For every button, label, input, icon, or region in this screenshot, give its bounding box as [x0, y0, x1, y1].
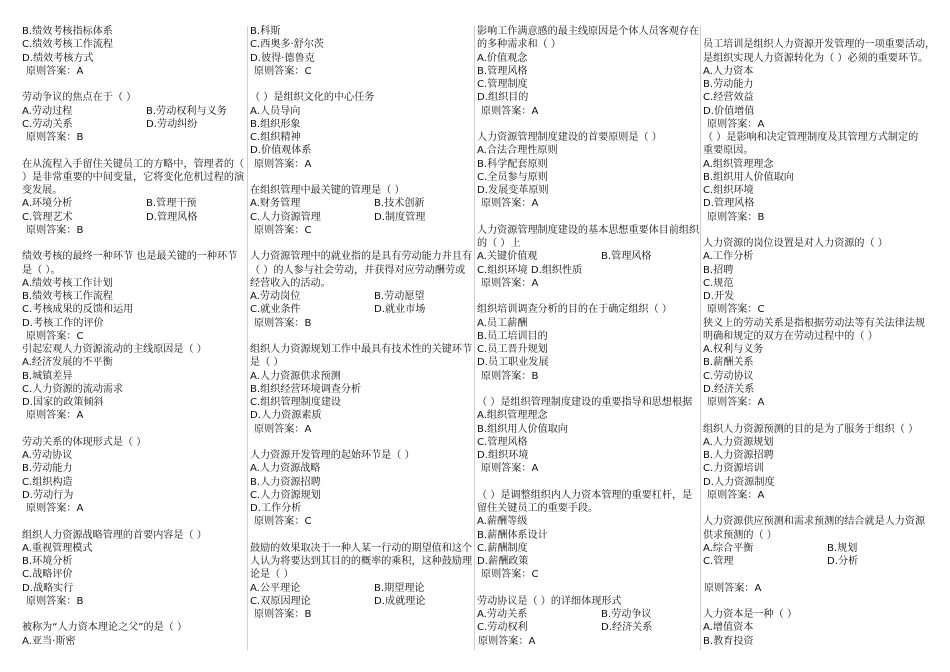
- column-2: [250, 25, 472, 621]
- option: A.工作分析: [703, 251, 754, 263]
- answer: 原则答案：B: [254, 609, 312, 620]
- option: A.综合平衡: [703, 542, 754, 554]
- option: D.价值观体系: [250, 145, 312, 157]
- option: D.人力资源制度: [703, 476, 775, 488]
- option: A.员工薪酬: [477, 317, 528, 329]
- answer: 原则答案：C: [254, 65, 312, 77]
- answer: 原则答案：B: [707, 211, 765, 223]
- option: A.劳动关系: [477, 609, 528, 620]
- question-stem: 人力资源管理制度建设的基本思想重要体目前组织: [477, 224, 700, 236]
- answer: 原则答案：A: [26, 410, 84, 422]
- option: D.发展变革原则: [477, 185, 549, 196]
- question-block: [250, 25, 472, 78]
- answer: 原则答案：A: [481, 463, 539, 475]
- question-stem: 人力资源管理中的就业指的是具有劳动能力并且有: [250, 251, 473, 263]
- option-row: [22, 118, 246, 131]
- option: C.双原因理论: [250, 595, 311, 607]
- option: B.组织形象: [250, 118, 301, 130]
- question-stem: 劳动争议的焦点在于（ ）: [22, 92, 137, 104]
- question-stem: 组织人力资源预测的目的是为了服务于组织（ ）: [703, 423, 919, 435]
- option: A.重视管理模式: [22, 542, 93, 554]
- answer: 原则答案：A: [704, 582, 762, 594]
- option: D.管理风格: [703, 198, 755, 210]
- option: A.合法合理性原则: [477, 145, 558, 157]
- column-1: [22, 25, 246, 648]
- option: D.开发: [703, 291, 735, 302]
- answer: 原则答案：C: [254, 224, 312, 236]
- answer: 原则答案：A: [478, 635, 536, 647]
- answer: 原则答案：C: [254, 516, 312, 528]
- column-divider: [247, 26, 248, 650]
- question-stem: 组织人力资源规划工作中最具有技术性的关键环节: [250, 344, 473, 355]
- option: A.增值资本: [703, 622, 754, 634]
- option: A.财务管理: [250, 198, 301, 210]
- option: D.组织环境: [477, 450, 529, 461]
- option: A.关键价值观: [477, 251, 538, 263]
- answer: 原则答案：A: [254, 158, 312, 170]
- question-stem: 劳动关系的体现形式是（ ）: [22, 436, 147, 448]
- option: A.人力资源规划: [703, 436, 774, 448]
- option: D.分析: [827, 556, 859, 567]
- question-block: [477, 224, 699, 290]
- option: B.教育投资: [703, 635, 754, 647]
- option: A.价值观念: [477, 52, 528, 64]
- option: A.人力资源战略: [250, 463, 321, 475]
- option: D.制度管理: [374, 211, 426, 223]
- option: D.国家的政策倾斜: [22, 397, 104, 408]
- answer: 原则答案：B: [26, 132, 84, 143]
- column-divider: [700, 26, 701, 650]
- question-block: [703, 608, 943, 648]
- option: B.人力资源招聘: [703, 450, 774, 461]
- option: C.劳动权利: [477, 622, 528, 634]
- question-block: [250, 184, 472, 237]
- question-stem: 劳动协议是（ ）的详细体现形式: [477, 595, 622, 607]
- option: D.就业市场: [374, 304, 426, 316]
- question-stem: （ ）是调整组织内人力资本管理的重要杠杆，是: [477, 489, 693, 501]
- question-stem: 影响工作满意感的最主线原因是个体人员客观存在: [477, 26, 700, 37]
- option: B.绩效考核工作流程: [22, 291, 113, 302]
- option: C.考核成果的反馈和运用: [22, 304, 134, 316]
- option: C.员工晋升规划: [477, 344, 548, 355]
- option: C.人力资源的流动需求: [22, 383, 124, 395]
- option: A.人员导向: [250, 105, 301, 117]
- question-block: [22, 250, 246, 343]
- option: C.管理艺术: [22, 211, 73, 223]
- question-stem: （ ）是组织管理制度建设的重要指导和思想根据: [477, 397, 693, 408]
- answer: 原则答案：A: [254, 423, 312, 435]
- question-stem: 在从流程入手留住关键员工的方略中，管理者的（: [22, 158, 245, 170]
- option-row: [477, 608, 699, 621]
- question-stem: 组织培训调查分析的目的在于确定组织（ ）: [477, 304, 672, 316]
- question-block: [22, 91, 246, 144]
- question-stem: 被称为“人力资本理论之父”的是（ ）: [22, 622, 188, 634]
- option: C.人力资源规划: [250, 489, 321, 501]
- option-row: [22, 211, 246, 224]
- option: B.管理风格: [477, 65, 528, 77]
- question-block: [477, 595, 699, 648]
- question-block: [22, 529, 246, 609]
- question-stem: 留住关键员工的重要手段。: [477, 503, 599, 514]
- question-block: [22, 621, 246, 648]
- option: A.劳动协议: [22, 450, 73, 461]
- option: C.战略评价: [22, 569, 73, 581]
- column-3: [477, 25, 699, 648]
- question-stem: 人力资源的岗位设置是对人力资源的（ ）: [703, 238, 888, 249]
- option: B.薪酬关系: [703, 357, 754, 369]
- option: B.员工培训目的: [477, 330, 548, 342]
- question-block: [703, 131, 943, 224]
- question-stem: 论是（ ）: [250, 569, 294, 581]
- option-row: [22, 105, 246, 118]
- question-stem: 明确和规定的双方在劳动过程中的（ ）: [703, 330, 878, 342]
- option: B.科斯: [250, 26, 281, 37]
- question-block: [477, 396, 699, 476]
- question-block: [703, 38, 943, 131]
- question-stem: 变发展。: [22, 185, 63, 196]
- question-block: [477, 131, 699, 211]
- option: B.城镇差异: [22, 370, 73, 382]
- question-block: [703, 423, 943, 503]
- option: A.组织管理理念: [477, 410, 548, 422]
- option-row: [250, 290, 472, 303]
- option: A.环境分析: [22, 198, 73, 210]
- option: A.劳动过程: [22, 105, 73, 117]
- question-stem: 人力资源管理制度建设的首要原则是（ ）: [477, 132, 662, 143]
- question-stem: 引起宏观人力资源流动的主线原因是（ ）: [22, 344, 207, 355]
- option: D.经济关系: [703, 383, 755, 395]
- option: D.成就理论: [374, 595, 426, 607]
- question-stem: 人力资源供应预测和需求预测的结合就是人力资源: [703, 516, 926, 528]
- question-block: [22, 25, 246, 78]
- option: B.组织经营环境调查分析: [250, 383, 362, 395]
- option: B.人力资源招聘: [250, 476, 321, 488]
- option: C.就业条件: [250, 304, 301, 316]
- option: B.招聘: [703, 264, 734, 276]
- answer: 原则答案：A: [26, 503, 84, 514]
- question-block: [703, 317, 943, 410]
- option: C.组织精神: [250, 132, 301, 143]
- option: D.劳动纠纷: [146, 118, 198, 130]
- option: B.规划: [827, 542, 858, 554]
- option: A.人力资本: [703, 65, 754, 77]
- question-stem: 绩效考核的最终一种环节 也是最关键的一种环节: [22, 251, 238, 263]
- question-stem: 狭义上的劳动关系是指根据劳动法等有关法律法规: [703, 317, 926, 329]
- answer: 原则答案：B: [26, 224, 84, 236]
- answer: 原则答案：B: [481, 370, 539, 382]
- option: B.薪酬体系设计: [477, 529, 548, 541]
- option: D.薪酬政策: [477, 556, 529, 567]
- option: A.亚当·斯密: [22, 635, 76, 647]
- option: C.组织环境 D.组织性质: [477, 264, 583, 276]
- option: A.绩效考核工作计划: [22, 277, 113, 289]
- option: A.经济发展的不平衡: [22, 357, 113, 369]
- question-stem: 经营收入的活动。: [250, 277, 331, 289]
- option-row: [477, 621, 699, 634]
- option: D.彼得·德鲁克: [250, 52, 315, 64]
- answer: 原则答案：C: [26, 330, 84, 342]
- option: D.经济关系: [601, 622, 653, 634]
- question-stem: 人认为将要达到其目的的概率的乘积，这种鼓励理: [250, 556, 473, 567]
- answer: 原则答案：A: [481, 277, 539, 289]
- option: D.组织目的: [477, 92, 529, 104]
- question-stem: 是（ ）。: [22, 264, 61, 276]
- option: C.力资源培训: [703, 463, 764, 475]
- question-stem: ）是非常重要的中间变量，它将变化危机过程的演: [22, 171, 245, 183]
- question-block: [22, 436, 246, 516]
- option: C.人力资源管理: [250, 211, 321, 223]
- option: C.全员参与原则: [477, 171, 548, 183]
- option-row: [250, 303, 472, 316]
- option-row: [250, 211, 472, 224]
- option-row: [22, 197, 246, 210]
- question-stem: （ ）的人参与社会劳动，并获得对应劳动酬劳或: [250, 264, 466, 276]
- option: D.战略实行: [22, 582, 74, 594]
- question-stem: （ ）是组织文化的中心任务: [250, 92, 375, 104]
- option: C.绩效考核工作流程: [22, 39, 114, 51]
- answer: 原则答案：C: [707, 304, 765, 316]
- option: A.劳动岗位: [250, 291, 301, 302]
- option: D.劳动行为: [22, 489, 74, 501]
- option-row: [250, 595, 472, 608]
- question-block: [477, 25, 699, 118]
- option: B.劳动权利与义务: [146, 105, 227, 117]
- option: D.员工职业发展: [477, 357, 549, 369]
- answer: 原则答案：A: [707, 489, 765, 501]
- option: D.绩效考核方式: [22, 52, 94, 64]
- option: C.薪酬制度: [477, 542, 528, 554]
- option: B.环境分析: [22, 556, 73, 567]
- option: A.人力资源供求预测: [250, 370, 341, 382]
- option: A.权利与义务: [703, 344, 764, 355]
- option: C.组织管理制度建设: [250, 397, 342, 408]
- option-row: [703, 555, 943, 568]
- option: B.科学配套原则: [477, 158, 548, 170]
- option: C.管理制度: [477, 79, 528, 90]
- question-stem: 供求预测的（ ）: [703, 529, 777, 541]
- option-row: [477, 250, 699, 263]
- option: C.组织构造: [22, 476, 73, 488]
- question-stem: 的多种需求和（ ）: [477, 39, 561, 51]
- option: B.绩效考核指标体系: [22, 26, 113, 37]
- question-stem: （ ）是影响和决定管理制度及其管理方式制定的: [703, 132, 919, 143]
- option: B.组织用人价值取向: [703, 171, 794, 183]
- option: C.经营效益: [703, 92, 754, 104]
- option: A.薪酬等级: [477, 516, 528, 528]
- question-stem: 重要原因。: [703, 145, 754, 157]
- option: C.劳动关系: [22, 118, 73, 130]
- option: C.劳动协议: [703, 370, 754, 382]
- option: B.组织用人价值取向: [477, 423, 568, 435]
- option: D.价值增值: [703, 105, 755, 117]
- answer: 原则答案：B: [254, 317, 312, 329]
- answer: 原则答案：C: [481, 569, 539, 581]
- question-block: [250, 542, 472, 622]
- option-row: [250, 197, 472, 210]
- answer: 原则答案：A: [707, 397, 765, 408]
- option: B.期望理论: [374, 582, 425, 594]
- option: B.劳动愿望: [374, 291, 425, 302]
- option: D.考核工作的评价: [22, 317, 104, 329]
- column-4: [703, 25, 943, 648]
- question-stem: 组织人力资源战略管理的首要内容是（ ）: [22, 529, 207, 541]
- question-block: [477, 489, 699, 582]
- question-block: [477, 303, 699, 383]
- option-row: [703, 542, 943, 555]
- answer: 原则答案：A: [707, 118, 765, 130]
- option: B.劳动能力: [703, 79, 754, 90]
- option: B.劳动能力: [22, 463, 73, 475]
- option: B.管理风格: [601, 251, 652, 263]
- option: D.管理风格: [146, 211, 198, 223]
- answer: 原则答案：B: [26, 595, 84, 607]
- question-stem: 是组织实现人力资源转化为（ ）必须的重要环节。: [703, 52, 929, 64]
- option: A.组织管理理念: [703, 158, 774, 170]
- option: C.规范: [703, 277, 734, 289]
- question-block: [250, 250, 472, 330]
- question-stem: 在组织管理中最关键的管理是（ ）: [250, 185, 405, 196]
- column-divider: [474, 26, 475, 650]
- question-stem: 是（ ）: [250, 357, 284, 369]
- question-block: [250, 343, 472, 436]
- question-block: [703, 237, 943, 317]
- option: B.劳动争议: [601, 609, 652, 620]
- option: D.工作分析: [250, 503, 302, 514]
- option: D.人力资源素质: [250, 410, 322, 422]
- option: C.组织环境: [703, 185, 754, 196]
- question-block: [22, 343, 246, 423]
- question-block: [703, 515, 943, 595]
- answer: 原则答案：A: [26, 65, 84, 77]
- option: A.公平理论: [250, 582, 301, 594]
- option-row: [250, 582, 472, 595]
- question-block: [250, 449, 472, 529]
- option: B.管理干预: [146, 198, 197, 210]
- option: C.西奥多·舒尔茨: [250, 39, 325, 51]
- option: C.管理: [703, 556, 734, 567]
- question-block: [250, 91, 472, 171]
- answer: 原则答案：A: [481, 105, 539, 117]
- question-block: [22, 158, 246, 238]
- option: B.技术创新: [374, 198, 425, 210]
- question-stem: 鼓励的效果取决于一种人某一行动的期望值和这个: [250, 542, 473, 554]
- option: C.管理风格: [477, 436, 528, 448]
- question-stem: 人力资源开发管理的起始环节是（ ）: [250, 450, 415, 461]
- answer: 原则答案：A: [481, 198, 539, 210]
- question-stem: 的（ ）上: [477, 238, 521, 249]
- question-stem: 员工培训是组织人力资源开发管理的一项重要活动，: [703, 39, 936, 51]
- question-stem: 人力资本是一种（ ）: [703, 609, 798, 620]
